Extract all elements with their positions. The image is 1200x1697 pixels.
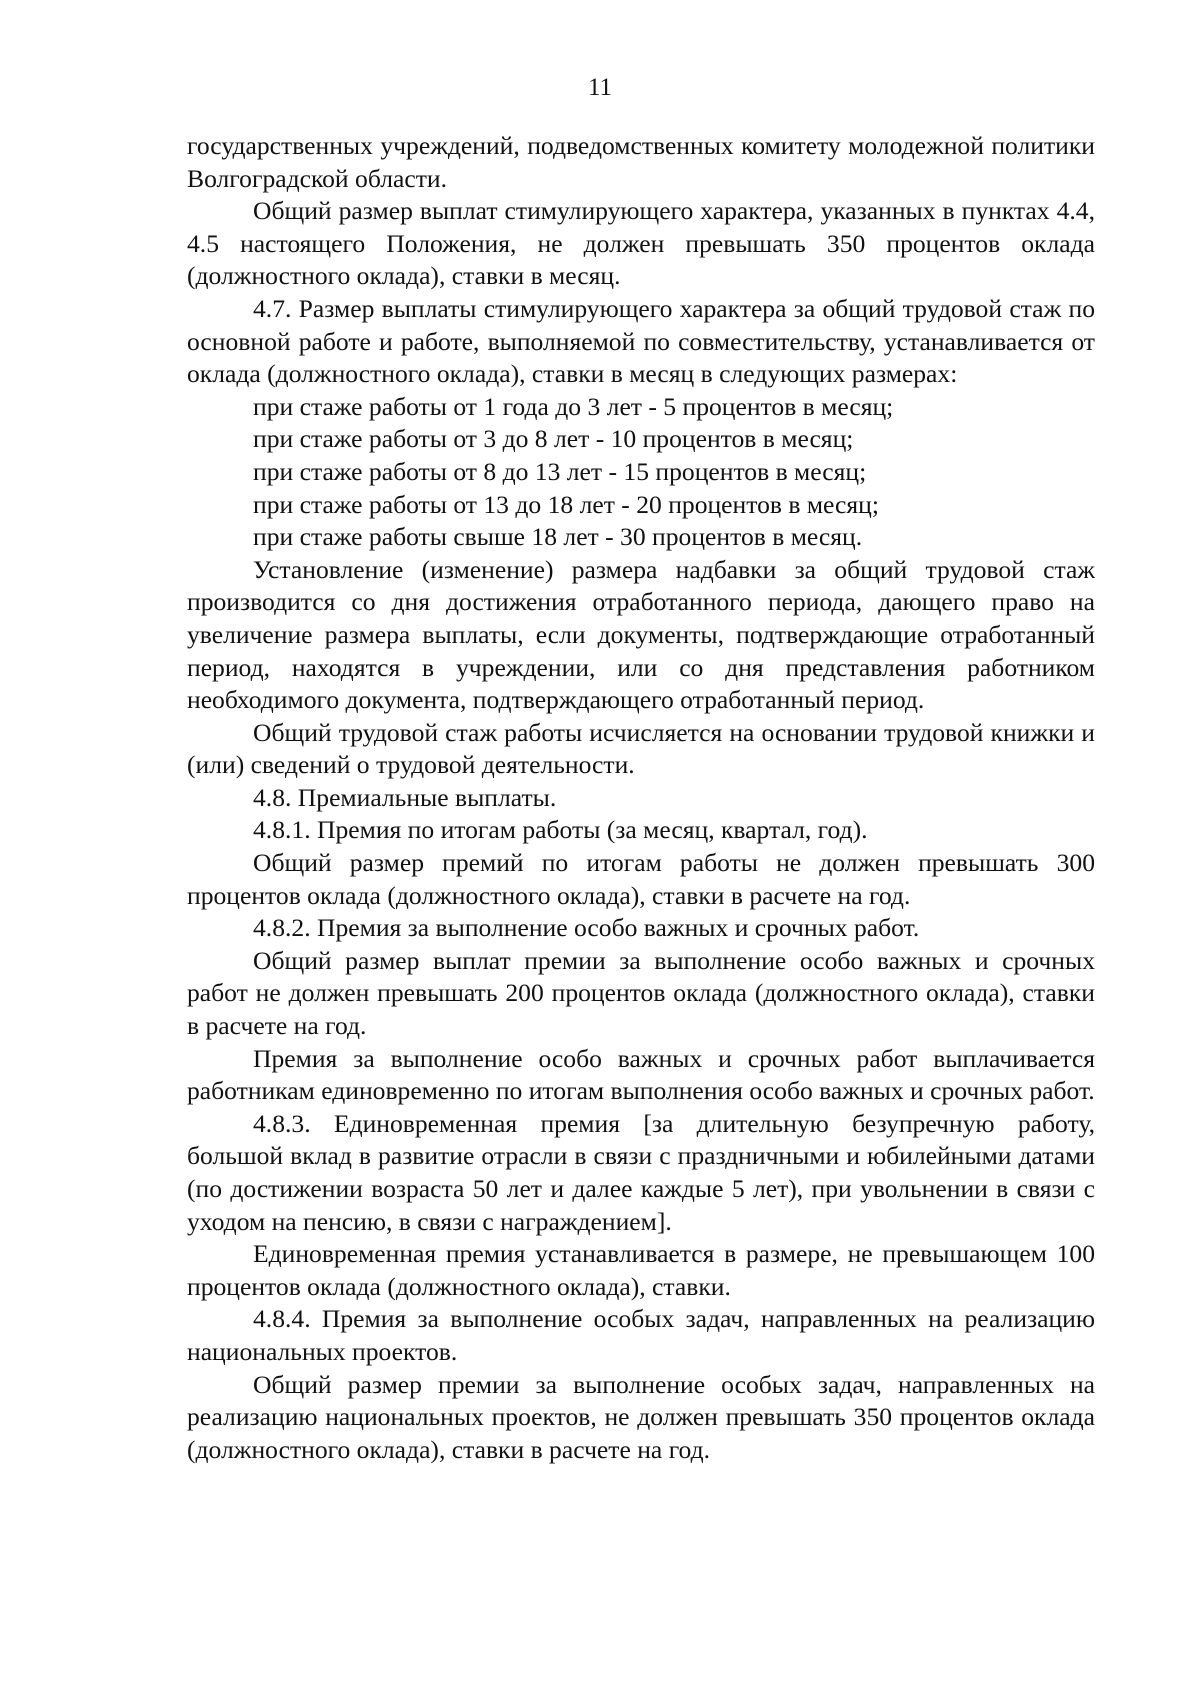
section-heading: 4.8.2. Премия за выполнение особо важных и срочных работ. <box>253 913 920 943</box>
paragraph: государственных учреждений, подведомственных комитету молодежной политики Волгоградской области. <box>187 131 1095 193</box>
paragraph: 4.8.3. Единовременная премия [за длительную безупречную работу, большой вклад в развитие отрасли в связи с праздничными и юбилейными датами (по достижении возраста 50 лет и далее каждые 5 лет), при увольнении в связи с уходом на пенсию, в связи с награждением]. <box>187 1108 1095 1236</box>
paragraph: Премия за выполнение особо важных и срочных работ выплачивается работникам единовременно по итогам выполнения особо важных и срочных работ. <box>187 1043 1095 1106</box>
paragraph: Общий трудовой стаж работы исчисляется на основании трудовой книжки и (или) сведений о трудовой деятельности. <box>187 717 1095 780</box>
paragraph: Общий размер премий по итогам работы не должен превышать 300 процентов оклада (должностного оклада), ставки в расчете на год. <box>187 848 1095 910</box>
section-heading: 4.8.1. Премия по итогам работы (за месяц, квартал, год). <box>253 815 868 845</box>
paragraph: Единовременная премия устанавливается в размере, не превышающем 100 процентов оклада (должностного оклада), ставки. <box>187 1239 1095 1301</box>
paragraph: 4.8.4. Премия за выполнение особых задач, направленных на реализацию национальных проектов. <box>187 1304 1095 1366</box>
document-body <box>187 130 1095 1466</box>
section-heading: 4.8. Премиальные выплаты. <box>253 782 557 812</box>
list-item: при стаже работы свыше 18 лет - 30 процентов в месяц. <box>253 522 863 552</box>
paragraph: Общий размер выплат премии за выполнение особо важных и срочных работ не должен превышать 200 процентов оклада (должностного оклада), ставки в расчете на год. <box>187 945 1095 1041</box>
paragraph: 4.7. Размер выплаты стимулирующего характера за общий трудовой стаж по основной работе и работе, выполняемой по совместительству, устанавливается от оклада (должностного оклада), ставки в месяц в следующих размерах: <box>187 293 1095 389</box>
paragraph: Общий размер премии за выполнение особых задач, направленных на реализацию национальных проектов, не должен превышать 350 процентов оклада (должностного оклада), ставки в расчете на год. <box>187 1369 1095 1464</box>
list-item: при стаже работы от 8 до 13 лет - 15 процентов в месяц; <box>253 456 867 486</box>
page-number: 11 <box>587 74 613 101</box>
paragraph: Установление (изменение) размера надбавки за общий трудовой стаж производится со дня достижения отработанного периода, дающего право на увеличение размера выплаты, если документы, подтверждающие отработанный период, находятся в учреждении, или со дня представления работником необходимого документа, подтверждающего отработанный период. <box>187 554 1095 715</box>
list-item: при стаже работы от 13 до 18 лет - 20 процентов в месяц; <box>253 489 879 519</box>
list-item: при стаже работы от 1 года до 3 лет - 5 процентов в месяц; <box>253 391 894 421</box>
list-item: при стаже работы от 3 до 8 лет - 10 процентов в месяц; <box>253 424 854 454</box>
paragraph: Общий размер выплат стимулирующего характера, указанных в пунктах 4.4, 4.5 настоящего Положения, не должен превышать 350 процентов оклада (должностного оклада), ставки в месяц. <box>187 196 1095 291</box>
